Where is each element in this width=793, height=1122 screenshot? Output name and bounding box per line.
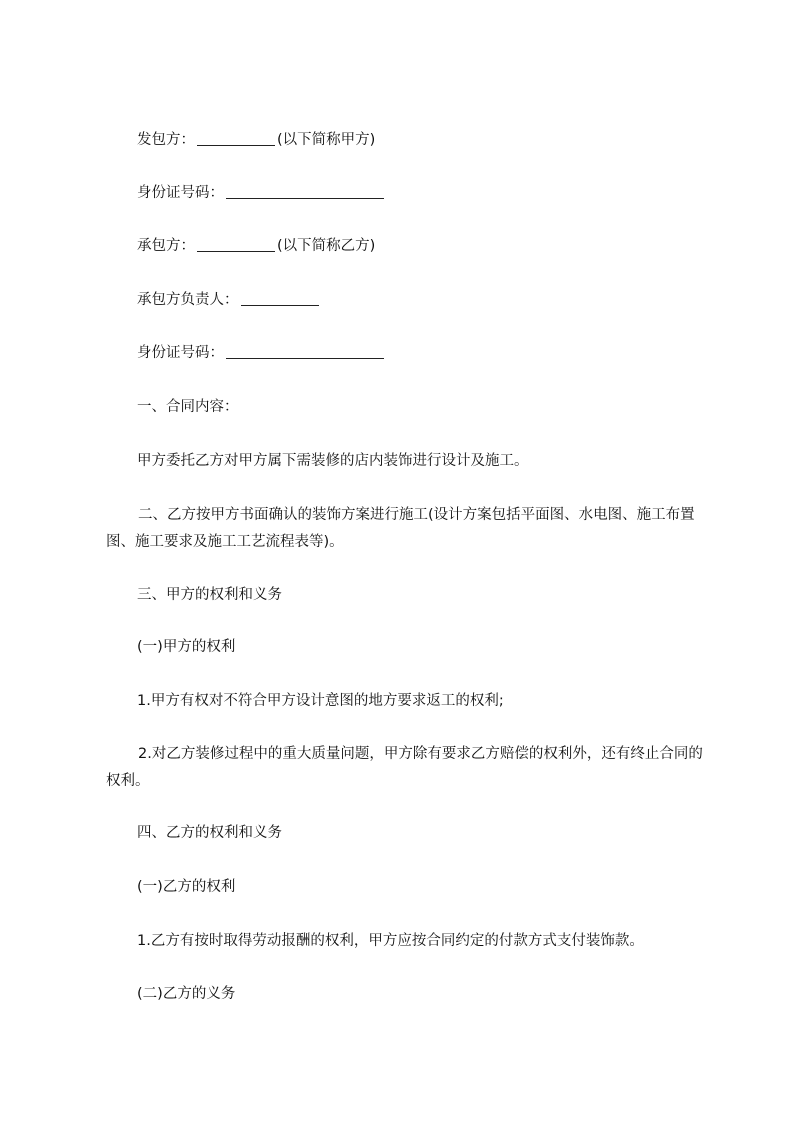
party-a-id-line	[137, 180, 697, 207]
section-3-item-2: 2.对乙方装修过程中的重大质量问题，甲方除有要求乙方赔偿的权利外，还有终止合同的权利。	[106, 746, 703, 789]
section-4-subtitle-obligations: (二)乙方的义务	[137, 986, 236, 1002]
party-b-blank[interactable]	[197, 233, 275, 252]
section-4-subtitle-rights: (一)乙方的权利	[137, 879, 236, 895]
party-a-suffix: (以下简称甲方)	[277, 132, 376, 148]
party-b-id-line	[137, 340, 697, 367]
party-b-rep-label: 承包方负责人：	[137, 292, 239, 308]
party-b-line	[137, 233, 697, 260]
party-b-id-blank[interactable]	[226, 340, 384, 359]
party-a-line	[137, 127, 697, 154]
party-b-rep-blank[interactable]	[241, 287, 319, 306]
party-a-id-blank[interactable]	[226, 180, 384, 199]
party-b-rep-line	[137, 287, 697, 314]
section-4-item-1: 1.乙方有按时取得劳动报酬的权利，甲方应按合同约定的付款方式支付装饰款。	[137, 933, 644, 949]
section-4-title: 四、乙方的权利和义务	[137, 825, 282, 841]
party-a-id-label: 身份证号码：	[137, 185, 224, 201]
section-1-title: 一、合同内容：	[137, 399, 239, 415]
section-1-body: 甲方委托乙方对甲方属下需装修的店内装饰进行设计及施工。	[137, 453, 529, 469]
party-a-blank[interactable]	[197, 127, 275, 146]
party-b-id-label: 身份证号码：	[137, 345, 224, 361]
section-3-title: 三、甲方的权利和义务	[137, 587, 282, 603]
party-b-suffix: (以下简称乙方)	[277, 238, 376, 254]
section-2-paragraph: 二、乙方按甲方书面确认的装饰方案进行施工(设计方案包括平面图、水电图、施工布置图、施工要求及施工工艺流程表等)。	[106, 507, 695, 550]
party-b-label: 承包方：	[137, 238, 195, 254]
section-3-subtitle-rights: (一)甲方的权利	[137, 639, 236, 655]
party-a-label: 发包方：	[137, 132, 195, 148]
section-3-item-1: 1.甲方有权对不符合甲方设计意图的地方要求返工的权利;	[137, 693, 504, 709]
